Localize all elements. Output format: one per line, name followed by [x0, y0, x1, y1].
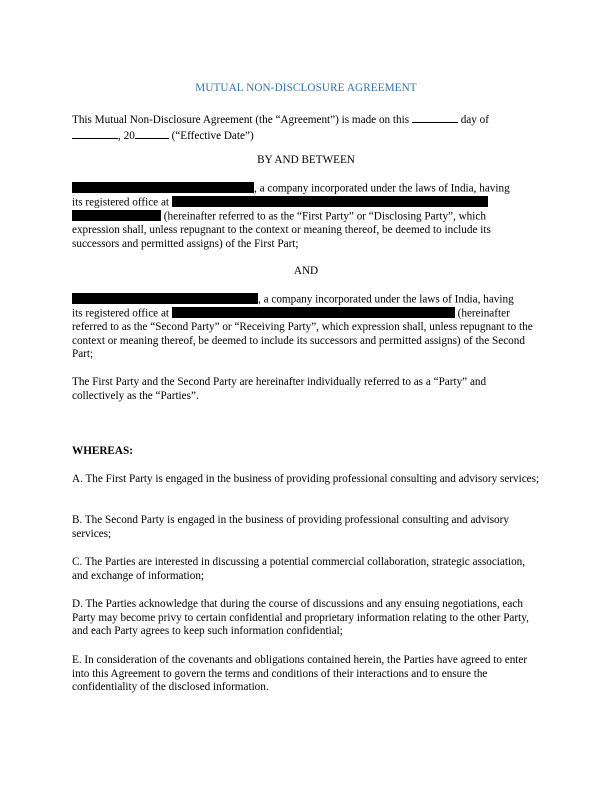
- redacted-second-party-name: [72, 293, 258, 304]
- by-and-between-heading: BY AND BETWEEN: [257, 154, 355, 166]
- and-heading: AND: [293, 265, 319, 277]
- first-party-paragraph: [72, 182, 540, 251]
- recital-b: B. The Second Party is engaged in the business of providing professional consulting and advisory services;: [72, 514, 509, 540]
- recital-a: A. The First Party is engaged in the business of providing professional consulting and advisory services;: [72, 473, 540, 485]
- second-party-line1: , a company incorporated under the laws of India, having: [258, 293, 514, 306]
- intro-paragraph: [72, 112, 540, 143]
- month-blank[interactable]: [72, 128, 118, 139]
- whereas-heading: WHEREAS:: [72, 445, 133, 457]
- redacted-first-party-name: [72, 182, 254, 193]
- intro-text-1: This Mutual Non-Disclosure Agreement (the “Agreement”) is made on this: [72, 114, 412, 126]
- redacted-second-party-address: [172, 307, 455, 318]
- day-blank[interactable]: [412, 112, 458, 123]
- redacted-first-party-address: [172, 196, 488, 207]
- second-party-line2: its registered office at: [72, 307, 172, 320]
- intro-text-4: (“Effective Date”): [168, 129, 254, 142]
- first-party-line3: (hereinafter referred to as the “First Party” or “Disclosing Party”, which: [161, 210, 486, 223]
- second-party-line2-suffix: (hereinafter: [454, 307, 510, 320]
- intro-text-2: day of: [457, 114, 489, 126]
- redacted-first-party-address-cont: [72, 210, 161, 221]
- document-title: MUTUAL NON-DISCLOSURE AGREEMENT: [195, 82, 417, 94]
- recital-d: D. The Parties acknowledge that during the course of discussions and any ensuing negotiations, each Party may become privy to certain confidential and proprietary information relating to the other Party, and each Party agrees to keep such information confidential;: [72, 598, 529, 638]
- second-party-rest: referred to as the “Second Party” or “Receiving Party”, which expression shall, unless repugnant to the context or meaning thereof, be deemed to include its successors and permitted assigns) of the Second Part;: [72, 321, 533, 361]
- intro-text-3: , 20: [118, 129, 135, 142]
- year-blank[interactable]: [135, 128, 169, 139]
- recital-e: E. In consideration of the covenants and obligations contained herein, the Parties have agreed to enter into this Agreement to govern the terms and conditions of their interactions and to ensure the confidentiality of the disclosed information.: [72, 654, 528, 694]
- first-party-rest: expression shall, unless repugnant to the context or meaning thereof, be deemed to include its successors and permitted assigns) of the First Part;: [72, 224, 491, 250]
- first-party-line1: , a company incorporated under the laws of India, having: [254, 182, 510, 195]
- first-party-line2: its registered office at: [72, 196, 172, 209]
- recital-c: C. The Parties are interested in discussing a potential commercial collaboration, strategic association, and exchange of information;: [72, 556, 526, 582]
- parties-definition-paragraph: The First Party and the Second Party are hereinafter individually referred to as a “Party” and collectively as the “Parties”.: [72, 376, 487, 402]
- second-party-paragraph: [72, 293, 540, 362]
